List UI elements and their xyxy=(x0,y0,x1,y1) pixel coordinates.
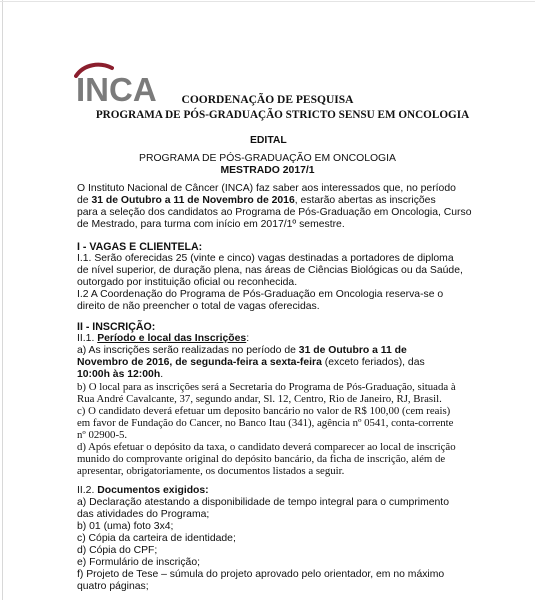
header-programa: PROGRAMA DE PÓS-GRADUAÇÃO STRICTO SENSU EM ONCOLOGIA xyxy=(95,109,470,121)
section-2-title: II - INSCRIÇÃO: xyxy=(77,321,156,333)
ii1-a-l2-post: (exceto feriados), das xyxy=(321,357,425,368)
intro-l2-post: , estarão abertas as inscrições xyxy=(294,195,436,206)
program-title: PROGRAMA DE PÓS-GRADUAÇÃO EM ONCOLOGIA xyxy=(139,153,396,164)
ii1-d-line-2: munido do comprovante original do depósito bancário, da ficha de inscrição, além de xyxy=(77,453,446,465)
edital-title: EDITAL xyxy=(250,135,287,146)
s1-i1-line-3: outorgado por instituição oficial ou reconhecida. xyxy=(77,277,298,288)
ii1-c-line-3: nº 02900-5. xyxy=(77,429,128,441)
mestrado-title: MESTRADO 2017/1 xyxy=(220,165,315,176)
s1-i2-line-1: I.2 A Coordenação do Programa de Pós-Graduação em Oncologia reserva-se o xyxy=(77,289,444,300)
header-coordenacao: COORDENAÇÃO DE PESQUISA xyxy=(181,94,354,106)
ii2-title: Documentos exigidos: xyxy=(97,485,209,496)
ii1-a-line-2 xyxy=(77,357,462,369)
intro-line-4: de Mestrado, para turma com início em 2017/1º semestre. xyxy=(77,219,345,230)
ii1-a-l3-post: . xyxy=(160,369,164,380)
ii2-b-line: b) 01 (uma) foto 3x4; xyxy=(77,521,174,532)
ii1-d-line-3: apresentar, obrigatoriamente, os documentos listados a seguir. xyxy=(77,465,345,477)
ii1-a-l1-pre: a) As inscrições serão realizadas no período de xyxy=(77,345,299,356)
intro-line-2 xyxy=(77,195,462,207)
ii1-a-l1-bold: 31 de Outubro a 11 de xyxy=(298,345,407,356)
ii1-a-line-1 xyxy=(77,345,462,357)
ii2-f-line-1: f) Projeto de Tese – súmula do projeto aprovado pelo orientador, em no máximo xyxy=(77,569,445,580)
ii2-a-line-2: das atividades do Programa; xyxy=(77,509,210,520)
ii2-a-line-1: a) Declaração atestando a disponibilidade de tempo integral para o cumprimento xyxy=(77,497,449,508)
ii1-c-line-2: em favor de Fundação do Cancer, no Banco Itau (341), agência nº 0541, conta-corrente xyxy=(77,417,454,429)
s1-i1-line-1: I.1. Serão oferecidas 25 (vinte e cinco) vagas destinadas a portadores de diploma xyxy=(77,253,454,264)
ii1-d-line-1: d) Após efetuar o depósito da taxa, o candidato deverá comparecer ao local de inscrição xyxy=(77,441,456,453)
ii1-a-line-3 xyxy=(77,369,462,381)
logo-text: INCA xyxy=(76,71,157,108)
ii1-c-line-1: c) O candidato deverá efetuar um deposito bancário no valor de R$ 100,00 (cem reais) xyxy=(77,405,451,417)
ii1-a-l3-bold: 10:00h às 12:00h xyxy=(77,369,161,380)
page-edge-top xyxy=(0,1,535,2)
ii2-c-line: c) Cópia da carteira de identidade; xyxy=(77,533,236,544)
ii1-b-line-2: Rua André Cavalcante, 37, segundo andar, Sl. 12, Centro, Rio de Janeiro, RJ, Brasil. xyxy=(77,393,442,405)
s1-i2-line-2: direito de não preencher o total de vagas oferecidas. xyxy=(77,301,320,312)
ii1-b-line-1: b) O local para as inscrições será a Secretaria do Programa de Pós-Graduação, situada à xyxy=(77,381,456,393)
intro-dates: 31 de Outubro a 11 de Novembro de 2016 xyxy=(91,195,295,206)
intro-line-3: para a seleção dos candidatos ao Programa de Pós-Graduação em Oncologia, Curso xyxy=(77,207,472,218)
s1-i1-line-2: de nível superior, de duração plena, nas áreas de Ciências Biológicas ou da Saúde, xyxy=(77,265,463,276)
ii1-title: Período e local das Inscrições xyxy=(97,333,247,344)
intro-l2-pre: de xyxy=(77,195,92,206)
ii1-colon: : xyxy=(246,333,250,344)
ii1-a-l2-mid: , xyxy=(169,357,176,368)
ii1-number: II.1. xyxy=(77,333,98,344)
page-edge-left xyxy=(2,0,3,600)
intro-line-1: O Instituto Nacional de Câncer (INCA) faz saber aos interessados que, no período xyxy=(77,183,456,194)
ii1-title-line xyxy=(77,333,462,345)
ii2-title-line xyxy=(77,485,462,497)
ii1-a-l2-bold2: de segunda-feira a sexta-feira xyxy=(175,357,322,368)
ii1-a-l2-bold: Novembro de 2016 xyxy=(77,357,170,368)
ii2-number: II.2. xyxy=(77,485,98,496)
section-1-title: I - VAGAS E CLIENTELA: xyxy=(77,241,203,253)
ii2-d-line: d) Cópia do CPF; xyxy=(77,545,158,556)
ii2-f-line-2: quatro páginas; xyxy=(77,581,149,592)
ii2-e-line: e) Formulário de inscrição; xyxy=(77,557,200,568)
